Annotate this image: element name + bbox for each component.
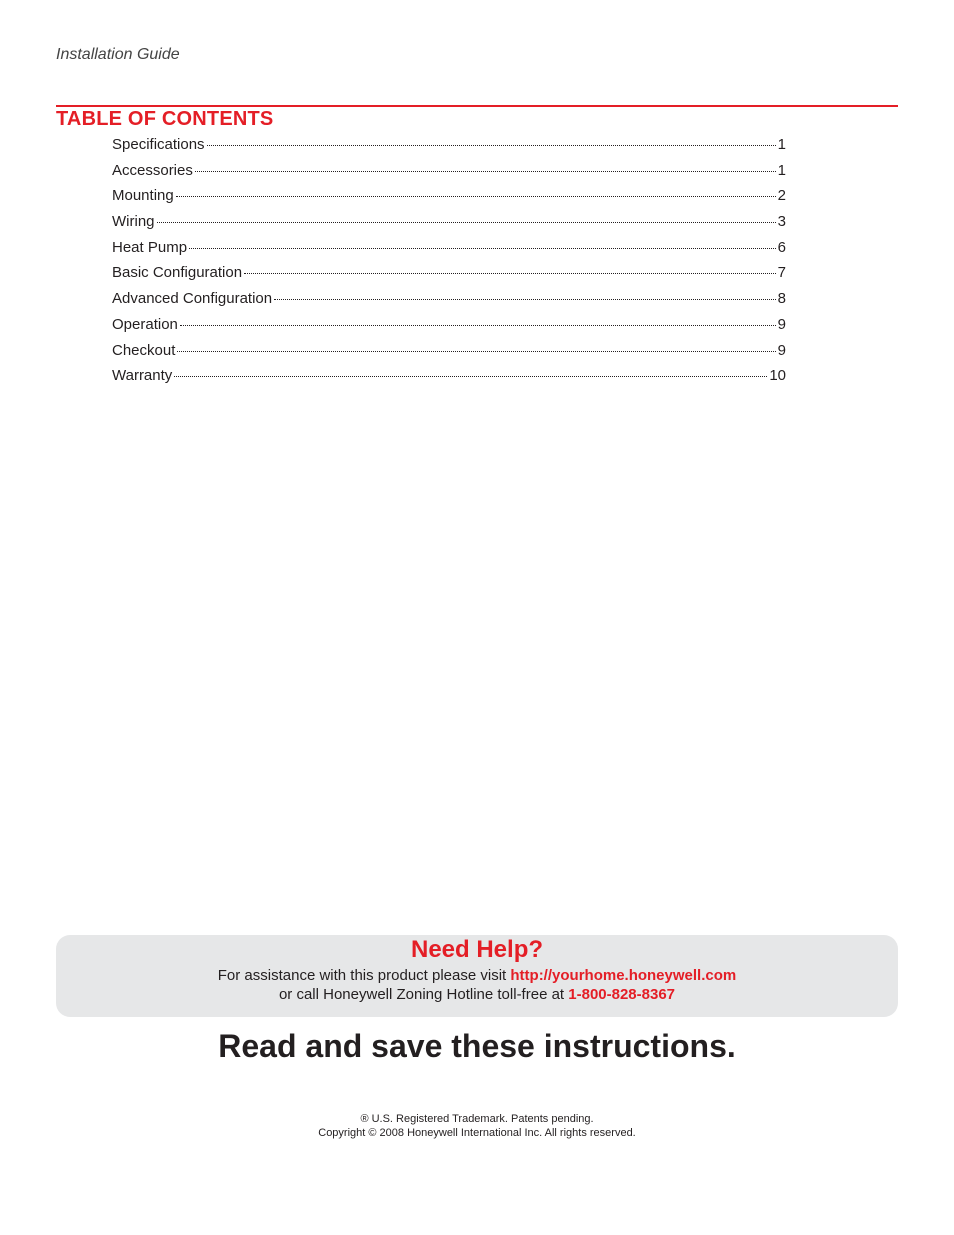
toc-entry-page: 1 — [777, 136, 786, 153]
save-instructions-headline: Read and save these instructions. — [218, 1028, 736, 1064]
toc-entry-heat-pump[interactable] — [112, 238, 786, 264]
toc-entry-label: Warranty — [112, 367, 173, 385]
toc-entry-operation[interactable] — [112, 315, 786, 341]
toc-entry-accessories[interactable] — [112, 161, 786, 187]
help-visit-line — [56, 967, 898, 984]
toc-entry-page: 2 — [777, 187, 786, 205]
toc-entry-specifications[interactable] — [112, 135, 786, 161]
copyright-notice: Copyright © 2008 Honeywell International Inc. All rights reserved. — [318, 1127, 636, 1139]
hotline-phone-number[interactable]: 1-800-828-8367 — [568, 986, 676, 1003]
toc-entry-advanced-configuration[interactable] — [112, 289, 786, 315]
table-of-contents — [112, 135, 786, 392]
toc-entry-page: 8 — [777, 290, 786, 308]
toc-leader-dots — [207, 145, 776, 146]
toc-leader-dots — [176, 196, 776, 197]
toc-leader-dots — [174, 376, 767, 377]
toc-leader-dots — [274, 299, 776, 300]
toc-leader-dots — [157, 222, 776, 223]
header-divider — [56, 105, 898, 107]
toc-leader-dots — [180, 325, 776, 326]
toc-entry-page: 7 — [777, 264, 786, 282]
document-type-label: Installation Guide — [56, 46, 180, 63]
toc-leader-dots — [244, 273, 776, 274]
toc-entry-page: 3 — [777, 213, 786, 231]
toc-entry-page: 10 — [769, 367, 786, 385]
toc-entry-label: Checkout — [112, 341, 176, 359]
toc-leader-dots — [195, 171, 776, 172]
toc-entry-page: 6 — [777, 238, 786, 256]
toc-entry-checkout[interactable] — [112, 341, 786, 367]
toc-entry-warranty[interactable] — [112, 366, 786, 392]
help-call-text: or call Honeywell Zoning Hotline toll-free at — [278, 986, 569, 1003]
toc-entry-basic-configuration[interactable] — [112, 263, 786, 289]
toc-entry-label: Wiring — [112, 213, 155, 231]
help-call-line — [56, 986, 898, 1003]
need-help-title: Need Help? — [410, 936, 544, 963]
toc-entry-label: Accessories — [112, 161, 193, 179]
toc-entry-label: Operation — [112, 315, 178, 333]
toc-entry-page: 9 — [777, 341, 786, 359]
toc-entry-page: 9 — [777, 315, 786, 333]
toc-leader-dots — [189, 248, 776, 249]
toc-entry-label: Basic Configuration — [112, 264, 243, 282]
toc-entry-label: Mounting — [112, 187, 174, 205]
support-url-link[interactable]: http://yourhome.honeywell.com — [510, 967, 737, 984]
need-help-panel — [56, 935, 898, 1017]
toc-entry-label: Specifications — [112, 136, 205, 153]
toc-entry-wiring[interactable] — [112, 212, 786, 238]
toc-entry-label: Advanced Configuration — [112, 290, 273, 308]
toc-title: TABLE OF CONTENTS — [56, 108, 274, 130]
toc-leader-dots — [177, 351, 775, 352]
help-visit-text: For assistance with this product please visit — [217, 967, 511, 984]
toc-entry-page: 1 — [777, 161, 786, 179]
toc-entry-mounting[interactable] — [112, 186, 786, 212]
toc-entry-label: Heat Pump — [112, 238, 188, 256]
trademark-notice: ® U.S. Registered Trademark. Patents pending. — [360, 1113, 594, 1125]
